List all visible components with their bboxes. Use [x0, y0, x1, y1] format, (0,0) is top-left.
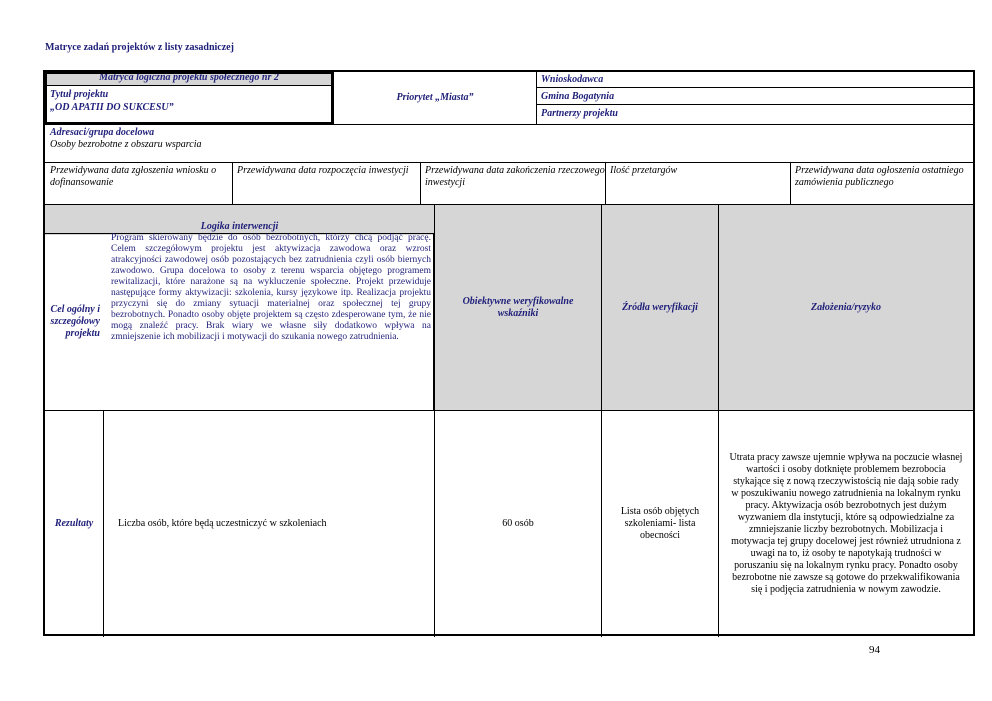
results-row: [45, 410, 973, 636]
tenders-count: Ilość przetargów: [610, 165, 678, 176]
results-text-cell: [103, 411, 434, 637]
dates-row: [45, 162, 973, 204]
results-label: Rezultaty: [54, 518, 94, 529]
results-text: Liczba osób, które będą uczestniczyć w szkoleniach: [118, 518, 327, 529]
priority-text: Priorytet „Miasta”: [396, 92, 474, 103]
divider: [420, 163, 421, 205]
divider: [232, 163, 233, 205]
results-indicator: 60 osób: [502, 518, 534, 529]
goal-text: Program skierowany będzie do osób bezrobotnych, którzy chcą podjąć pracę. Celem szczegółowym projektu jest aktywizacja zawodowa oraz wzrost atrakcyjności zawodowej osób pozostających bez zatrudnienia czyli osób biernych zawodowo. Grupa docelowa to osoby z terenu wsparcia objętego programem rewitalizacji, które narażone są na wykluczenie społeczne. Projekt przewiduje następujące formy aktywizacji: szkolenia, kursy językowe itp. Realizacja projektu przyczyni się do zmiany sytuacji materialnej oraz społecznej tej grupy bezrobotnych. Ponadto osoby objęte projektem są często zdesperowane tym, że nie mogą znaleźć pracy. Brak wiary we własne siły dodatkowo wpływa na zmniejszenie ich mobilizacji i motywacji do szukania nowego zatrudnienia.: [111, 233, 431, 342]
results-assumptions: Utrata pracy zawsze ujemnie wpływa na poczucie własnej wartości i osoby dotknięte problemem bezrobocia stykające się z nową rzeczywistością nie dają sobie rady w poszukiwaniu nowego zatrudnienia na lokalnym rynku pracy. Aktywizacja osób bezrobotnych jest dużym wyzwaniem dla instytucji, które są odpowiedzialne za zmniejszanie liczby bezrobotnych. Mobilizacja i motywacja tej grupy docelowej jest również utrudniona z uwagi na to, iż osoby te napotykają trudności w poruszaniu się na lokalnym rynku pracy. Ponadto osoby bezrobotne nie zawsze są gotowe do przekwalifikowania się i podjęcia zatrudnienia w nowym zawodzie.: [729, 452, 963, 595]
project-title-value: „OD APATII DO SUKCESU”: [50, 102, 174, 113]
logic-header: Logika interwencji: [200, 221, 279, 232]
col-assumptions-label: Założenia/ryzyko: [811, 302, 881, 313]
divider: [605, 163, 606, 205]
date-submission: Przewidywana data zgłoszenia wniosku o dofinansowanie: [50, 165, 217, 188]
col-sources-label: Źródła weryfikacji: [622, 302, 698, 313]
col-sources: [601, 205, 718, 411]
date-last-tender: Przewidywana data ogłoszenia ostatniego zamówienia publicznego: [795, 165, 964, 188]
document-heading: Matryce zadań projektów z listy zasadniczej: [45, 42, 234, 53]
results-label-cell: [45, 411, 103, 637]
col-assumptions: [718, 205, 973, 411]
col-indicators-label: Obiektywne weryfikowalne wskaźniki: [462, 296, 574, 319]
date-completion: Przewidywana data zakończenia rzeczowego inwestycji: [425, 165, 605, 188]
col-indicators: [434, 205, 601, 411]
applicant-label: Wnioskodawca: [537, 72, 974, 88]
project-matrix-table: [43, 70, 975, 636]
goal-label-cell: [45, 233, 103, 411]
partners-label: Partnerzy projektu: [541, 108, 618, 119]
results-source-cell: [601, 411, 718, 637]
goal-label: Cel ogólny i szczegółowy projektu: [50, 304, 100, 339]
divider: [790, 163, 791, 205]
priority-cell: [333, 72, 536, 124]
logic-row: [45, 204, 973, 410]
target-group-row: [45, 124, 973, 162]
results-indicator-cell: [434, 411, 601, 637]
date-start: Przewidywana data rozpoczęcia inwestycji: [237, 165, 409, 176]
target-value: Osoby bezrobotne z obszaru wsparcia: [50, 139, 202, 150]
project-title-label: Tytuł projektu: [50, 89, 109, 100]
page-number: 94: [869, 644, 880, 656]
target-label: Adresaci/grupa docelowa: [50, 127, 155, 138]
results-assumptions-cell: [718, 411, 973, 637]
applicant-block: [536, 72, 973, 124]
matrix-title: Matryca logiczna projektu społecznego nr 2: [99, 72, 279, 83]
applicant-value: Gmina Bogatynia: [537, 88, 974, 105]
results-source: Lista osób objętych szkoleniami- lista obecności: [620, 506, 700, 541]
